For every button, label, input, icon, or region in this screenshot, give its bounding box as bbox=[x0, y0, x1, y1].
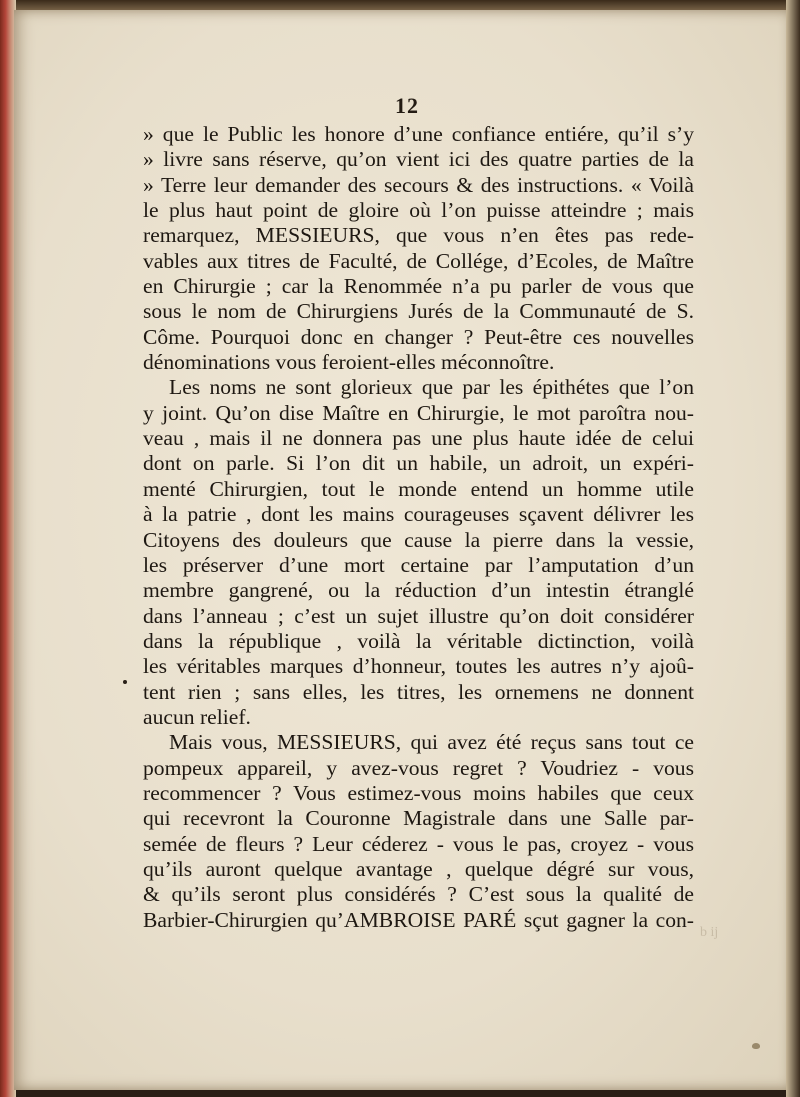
body-text bbox=[143, 122, 694, 933]
text-line: » que le Public les honore d’une confiance entiére, qu’il s’y bbox=[143, 122, 694, 146]
text-line: vables aux titres de Faculté, de Collége, d’Ecoles, de Maître bbox=[143, 248, 694, 273]
text-line: Côme. Pourquoi donc en changer ? Peut-être ces nouvelles bbox=[143, 324, 694, 349]
signature-mark: b ij bbox=[700, 925, 719, 940]
text-line: dénominations vous feroient-elles méconnoître. bbox=[143, 350, 555, 375]
text-line: pompeux appareil, y avez-vous regret ? Voudriez - vous bbox=[143, 755, 694, 780]
text-line: » livre sans réserve, qu’on vient ici des quatre parties de la bbox=[143, 147, 694, 172]
text-line: les véritables marques d’honneur, toutes les autres n’y ajoû- bbox=[143, 654, 694, 679]
text-line: membre gangrené, ou la réduction d’un intestin étranglé bbox=[143, 578, 694, 603]
page-number: 12 bbox=[395, 93, 419, 118]
text-line: qu’ils auront quelque avantage , quelque dégré sur vous, bbox=[143, 856, 694, 881]
text-line: en Chirurgie ; car la Renommée n’a pu parler de vous que bbox=[143, 274, 694, 299]
text-line: dans la république , voilà la véritable dictinction, voilà bbox=[143, 628, 694, 653]
text-line: y joint. Qu’on dise Maître en Chirurgie, le mot paroîtra nou- bbox=[143, 400, 694, 425]
text-line: & qu’ils seront plus considérés ? C’est sous la qualité de bbox=[143, 882, 694, 907]
margin-ink-dot bbox=[123, 680, 127, 684]
book-right-edge bbox=[786, 0, 800, 1097]
text-line: dont on parle. Si l’on dit un habile, un adroit, un expéri- bbox=[143, 451, 694, 476]
text-line: tent rien ; sans elles, les titres, les ornemens ne donnent bbox=[143, 679, 694, 704]
text-line: veau , mais il ne donnera pas une plus haute idée de celui bbox=[143, 426, 694, 451]
corner-stain bbox=[752, 1043, 760, 1049]
text-line: Barbier-Chirurgien qu’AMBROISE PARÉ sçut gagner la con- bbox=[143, 907, 694, 932]
text-line: aucun relief. bbox=[143, 704, 251, 729]
text-line: » Terre leur demander des secours & des instructions. « Voilà bbox=[143, 172, 694, 197]
text-line: à la patrie , dont les mains courageuses sçavent délivrer les bbox=[143, 502, 694, 527]
text-line: recommencer ? Vous estimez-vous moins habiles que ceux bbox=[143, 780, 694, 805]
text-line: sous le nom de Chirurgiens Jurés de la Communauté de S. bbox=[143, 299, 694, 324]
text-line: Citoyens des douleurs que cause la pierre dans la vessie, bbox=[143, 527, 694, 552]
text-line: Les noms ne sont glorieux que par les épithétes que l’on bbox=[169, 375, 694, 400]
text-line: le plus haut point de gloire où l’on puisse atteindre ; mais bbox=[143, 198, 694, 223]
text-line: Mais vous, MESSIEURS, qui avez été reçus sans tout ce bbox=[169, 730, 694, 755]
text-line: menté Chirurgien, tout le monde entend un homme utile bbox=[143, 476, 694, 501]
text-line: les préserver d’une mort certaine par l’amputation d’un bbox=[143, 552, 694, 577]
text-line: qui recevront la Couronne Magistrale dans une Salle par- bbox=[143, 806, 694, 831]
text-line: semée de fleurs ? Leur céderez - vous le pas, croyez - vous bbox=[143, 831, 694, 856]
text-line: remarquez, MESSIEURS, que vous n’en êtes pas rede- bbox=[143, 223, 694, 248]
text-line: dans l’anneau ; c’est un sujet illustre qu’on doit considérer bbox=[143, 603, 694, 628]
